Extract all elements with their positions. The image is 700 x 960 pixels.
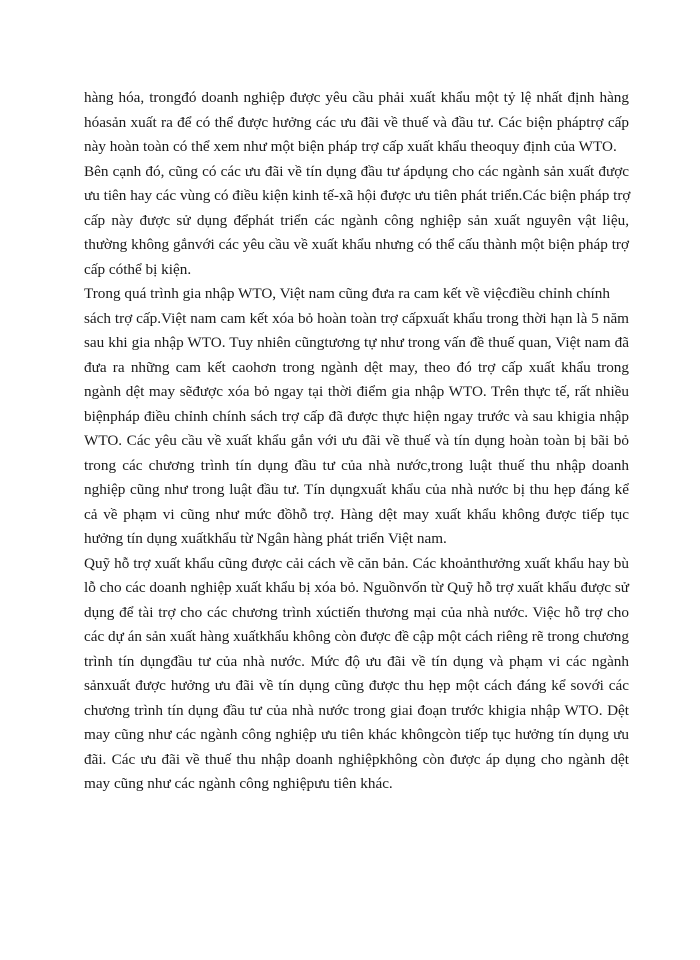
text-line: biệnpháp điều chỉnh chính sách trợ cấp đã được thực hiện ngay trước và sau khigia nhập: [84, 407, 629, 425]
text-line: may cũng như các ngành công nghiệp ưu tiên khác khôngcòn tiếp tục hưởng tín dụng ưu: [84, 726, 629, 743]
text-line: sảnxuất được hưởng ưu đãi về tín dụng cũng được thu hẹp một cách đáng kể sovới các: [84, 677, 629, 694]
text-line: hưởng tín dụng xuấtkhẩu từ Ngân hàng phát triển Việt nam.: [84, 530, 447, 547]
text-line: lỗ cho các doanh nghiệp xuất khẩu bị xóa bỏ. Nguồnvốn từ Quỹ hỗ trợ xuất khẩu được sử: [84, 579, 629, 596]
text-line: chương trình tín dụng đầu tư của nhà nước trong giai đoạn trước khigia nhập WTO. Dệt: [84, 701, 629, 719]
text-line: trong các chương trình tín dụng đầu tư của nhà nước,trong luật thuế thu nhập doanh: [84, 456, 629, 474]
text-line: thường không gắnvới các yêu cầu về xuất khẩu nhưng có thể cấu thành một biện pháp trợ: [84, 236, 629, 253]
text-line: ưu tiên hay các vùng có điều kiện kinh tế-xã hội được ưu tiên phát triển.Các biện pháp trợ: [84, 187, 631, 204]
text-line: dụng để tài trợ cho các chương trình xúctiến thương mại của nhà nước. Việc hỗ trợ cho: [84, 603, 629, 621]
body-text: [84, 86, 629, 797]
text-line: WTO. Các yêu cầu về xuất khẩu gắn với ưu đãi về thuế và tín dụng hoàn toàn bị bãi bỏ: [84, 432, 629, 449]
text-line: may cũng như các ngành công nghiệpưu tiên khác.: [84, 775, 393, 792]
text-line: ngành dệt may sẽđược xóa bỏ ngay tại thời điểm gia nhập WTO. Trên thực tế, rất nhiều: [84, 383, 629, 400]
text-line: trình tín dụngđầu tư của nhà nước. Mức độ ưu đãi về tín dụng và phạm vi các ngành: [84, 652, 629, 670]
text-line: sách trợ cấp.Việt nam cam kết xóa bỏ hoàn toàn trợ cấpxuất khẩu trong thời hạn là 5 năm: [84, 309, 629, 327]
text-line: đãi. Các ưu đãi về thuế thu nhập doanh nghiệpkhông còn được áp dụng cho ngành dệt: [84, 750, 629, 768]
text-line: các dự án sản xuất hàng xuấtkhẩu không còn được đề cập một cách riêng rẽ trong chương: [84, 628, 629, 645]
text-line: hàng hóa, trongđó doanh nghiệp được yêu cầu phải xuất khẩu một tỷ lệ nhất định hàng: [84, 89, 629, 106]
text-line: Quỹ hỗ trợ xuất khẩu cũng được cải cách về căn bản. Các khoảnthưởng xuất khẩu hay bù: [84, 554, 629, 572]
text-line: cả về phạm vi cũng như mức đồhỗ trợ. Hàng dệt may xuất khẩu không được tiếp tục: [84, 505, 629, 523]
text-line: đưa ra những cam kết caohơn trong ngành dệt may, theo đó trợ cấp xuất khẩu trong: [84, 358, 629, 376]
text-line: Bên cạnh đó, cũng có các ưu đãi về tín dụng đầu tư ápdụng cho các ngành sản xuất được: [84, 162, 629, 180]
text-line: sau khi gia nhập WTO. Tuy nhiên cũngtương tự như trong vấn đề thuế quan, Việt nam đã: [84, 334, 629, 351]
text-line: cấp này được sử dụng đểphát triển các ngành công nghiệp sản xuất nguyên vật liệu,: [84, 211, 629, 229]
text-line: Trong quá trình gia nhập WTO, Việt nam cũng đưa ra cam kết về việcđiều chỉnh chính: [84, 285, 610, 302]
text-line: này hoàn toàn có thể xem như một biện pháp trợ cấp xuất khẩu theoquy định của WTO.: [84, 138, 617, 155]
text-line: cấp cóthể bị kiện.: [84, 260, 192, 278]
text-line: hóasản xuất ra để có thể được hưởng các ưu đãi về thuế và đầu tư. Các biện pháptrợ cấp: [84, 113, 629, 131]
text-line: nghiệp cũng như trong luật đầu tư. Tín dụngxuất khẩu của nhà nước bị thu hẹp đáng kể: [84, 481, 629, 498]
